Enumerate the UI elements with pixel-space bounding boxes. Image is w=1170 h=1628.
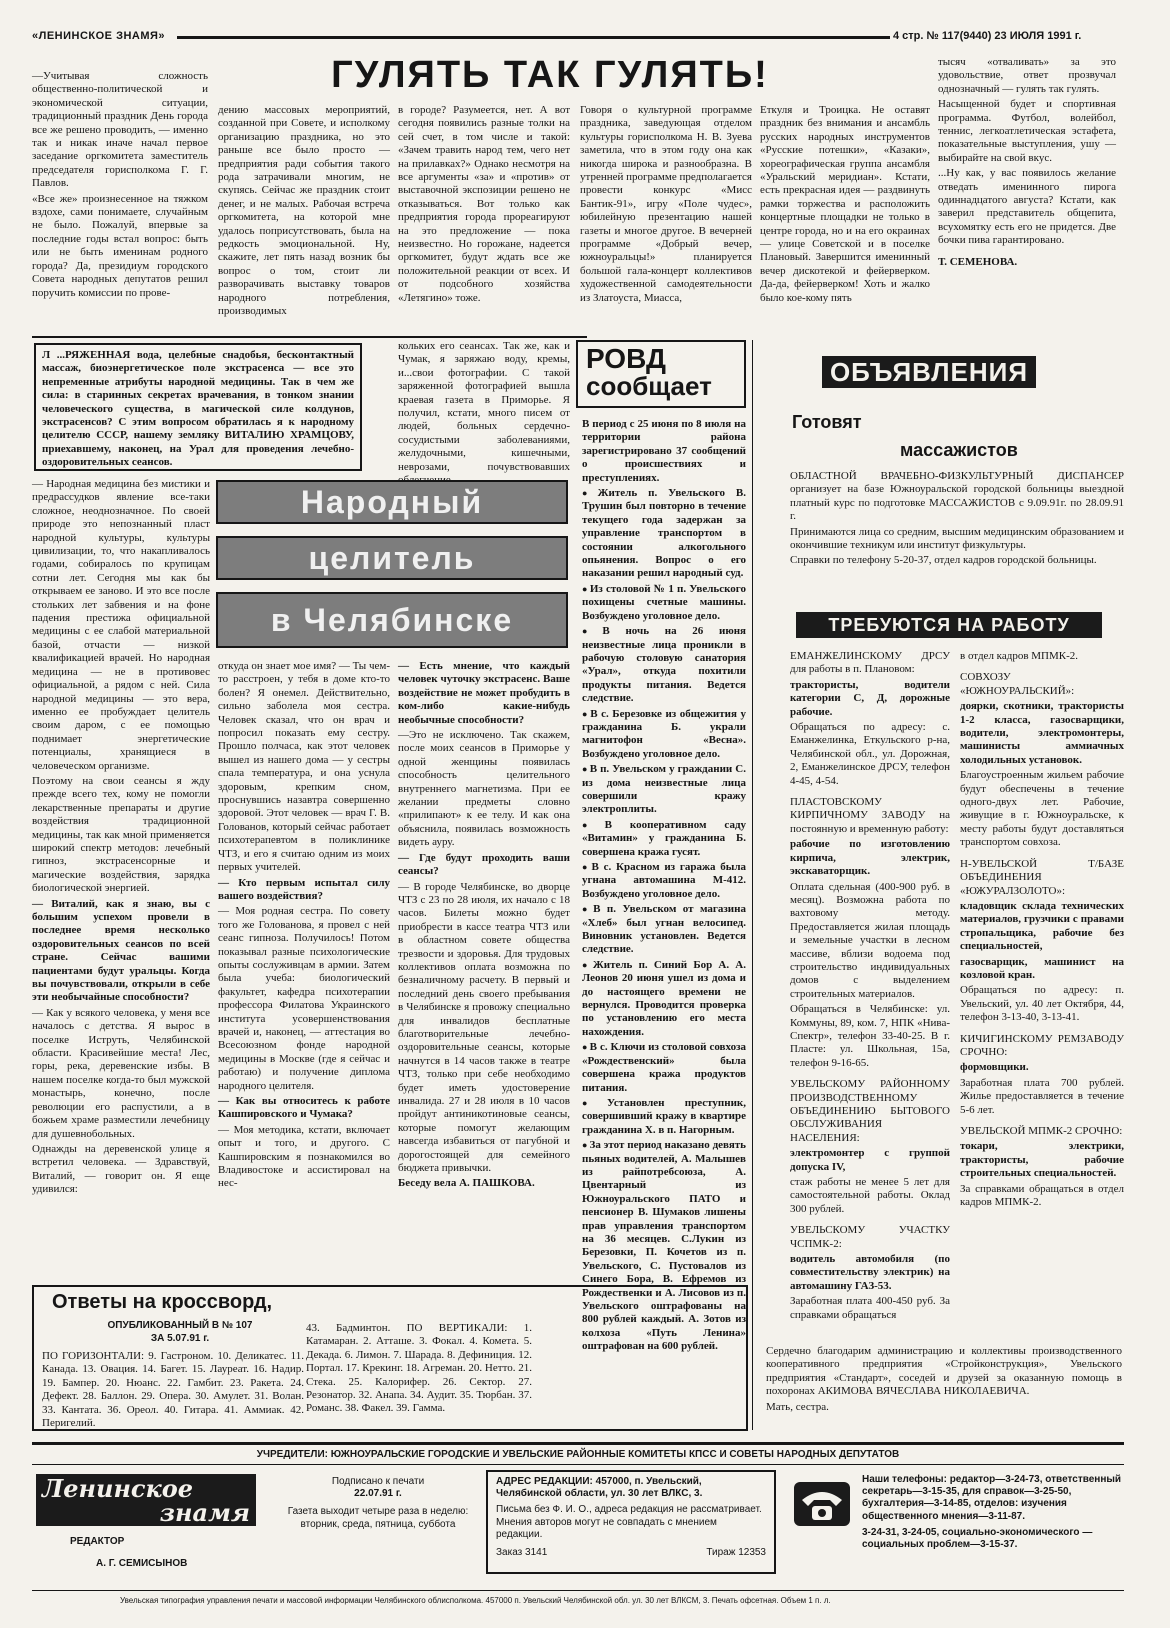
crossword-subtitle-1: ОПУБЛИКОВАННЫЙ В № 107: [107, 1320, 253, 1331]
job9-text: За справками обращаться в отдел кадров МПМК-2.: [960, 1182, 1124, 1209]
healer-title-2: целитель: [216, 536, 568, 580]
healer-col1-text-d: Однажды на деревенской улице я встретил человека. — Здравствуй, Виталий, — говорит он. Я еще удивился:: [32, 1142, 210, 1196]
signed-date: 22.07.91 г.: [354, 1488, 402, 1500]
rovd-item-10: ● В с. Ключи из столовой совхоза «Рождественский» была совершена кража продуктов питания.: [582, 1041, 746, 1095]
rovd-column: [582, 418, 746, 1356]
healer-lead-box: [34, 343, 362, 471]
circulation: Тираж 12353: [706, 1546, 766, 1558]
crossword-horizontal-text: ПО ГОРИЗОНТАЛИ: 9. Гастроном. 10. Деликатес. 11. Канада. 13. Овация. 14. Багет. 15. Лауреат. 16. Надир. 19. Бампер. 20. Нюанс. 22. Гамбит. 23. Ракета. 24. Дефект. 28. Баллон. 29. Опера. 30. Амулет. 31. Волан. 33. Кантата. 36. Ореол. 40. Гитара. 41. Аммиак. 42. Перигелий.: [42, 1350, 304, 1430]
job2-text: Оплата сдельная (400-900 руб. в месяц). Возможна работа по вахтовому методу. Предоставляется жилая площадь и земельные участки в лесном массиве, вблизи водоема под строительство индивидуальных домов с выделением строительных материалов.: [790, 880, 950, 1000]
rovd-item-9: ● Житель п. Синий Бор А. А. Леонов 20 июня ушел из дома и до настоящего времени не вернулся. Проводится проверка по установлению его места нахождения.: [582, 959, 746, 1039]
thanks-text: Сердечно благодарим администрацию и коллективы производственного кооперативного предприятия «Стройконструкция», Увельского предприятия «Стандарт», соседей и друзей за оказанную помощь в похоронах АКИМОВА ВЯЧЕСЛАВА НИКОЛАЕВИЧА.: [766, 1345, 1122, 1398]
main-col4-text: Говоря о культурной программе праздника, заведующая отделом культуры горисполкома Н. В. Зуева заметила, что в этом году она как никогда широка и разнообразна. В утренней программе предполагается провести конкурс «Мисс Бантик-91», игру «Поле чудес», юбилейную презентацию нашей газеты и многое другое. В вечерней программе «Добрый вечер, южноуральцы!» планируется большой гала-концерт коллективов художественной самодеятельности из Златоуста, Миасса,: [580, 104, 752, 304]
rovd-item-11: ● Установлен преступник, совершивший кражу в квартире гражданина Х. в п. Нагорным.: [582, 1097, 746, 1137]
main-col6-para-b: Насыщенной будет и спортивная программа. Футбол, волейбол, теннис, легкоатлетическая эстафета, показательные выступления, ушу — выбирайте на свой вкус.: [938, 98, 1116, 164]
healer-col-3: [398, 660, 570, 1193]
footer-rule-3: [32, 1590, 1124, 1591]
order-number: Заказ 3141: [496, 1546, 548, 1558]
healer-title-1: Народный: [216, 480, 568, 524]
job6-text: Благоустроенным жильем рабочие будут обеспечены в течение одного-двух лет. Рабочие, живущие в г. Южноуральске, к месту работы будут доставляться транспортом совхоза.: [960, 769, 1124, 849]
signed-block: [278, 1476, 478, 1531]
main-col-5: [760, 104, 930, 307]
rovd-item-1: ● Житель п. Увельского В. Трушин был повторно в течение текущего года задержан за управление транспортом в состоянии алкогольного опьянения. Вопрос о его наказании решил народный суд.: [582, 487, 746, 581]
main-author: Т. СЕМЕНОВА.: [938, 255, 1018, 268]
job9-head: УВЕЛЬСКОЙ МПМК-2 СРОЧНО:: [960, 1125, 1123, 1137]
main-col-2: [218, 104, 390, 321]
footer-rule-2: [32, 1464, 1124, 1465]
main-col1-para-b: «Все же» произнесенное на тяжком вздохе, сами понимаете, случайным не было. Пожалуй, впервые за последние годы встал вопрос: быть или не быть именинам родного города? Да, президиум городского Совета народных депутатов решил поручить комиссии по прове-: [32, 192, 208, 299]
rovd-item-3: ● В ночь на 26 июня неизвестные лица проникли в рабочую столовую санатория «Урал», откуда похитили продукты питания. Ведется следствие.: [582, 625, 746, 705]
masthead-logo: [36, 1474, 256, 1526]
healer-lead-right-text: кольких его сеансах. Так же, как и Чумак, я заряжаю воду, кремы, и...свои фотографии. С такой заряженной фотографией вышла краевая газета в Приморье. Я получил, кстати, много писем от людей, больных сердечно-сосудистыми заболеваниями, желудочными, кишечными, неврозами, почувствовавших: [398, 340, 570, 473]
footer-rule: [32, 1442, 1124, 1445]
jobs-col-2: [960, 650, 1124, 1211]
crossword-title: Ответы на кроссворд,: [52, 1291, 273, 1313]
job3-text: стаж работы не менее 5 лет для самостоятельной работы. Оклад 300 рублей.: [790, 1176, 950, 1215]
job7-list-2: газосварщик, машинист на козловой кран.: [960, 955, 1124, 981]
massage-text: ОБЛАСТНОЙ ВРАЧЕБНО-ФИЗКУЛЬТУРНЫЙ ДИСПАНСЕР организует на базе Южноуральской городской больницы выездной платный курс по подготовке МАССАЖИСТОВ с 9.09.91г. по 28.09.91 г.: [790, 470, 1124, 523]
main-col2-text: дению массовых мероприятий, созданной при Совете, и исполкому организацию праздника, но это раньше все было просто — предприятия ради события такого рода затрачивали многим, не скупясь. Сейчас же праздник стоит денег, и не малых. Рабочая встреча оргкомитета, на которой мне удалось поприсутствовать, была на редкость эмоциональной. Ну, скажите, лет пять назад возник бы вопрос о том, стоит ли разворачивать выставку товаров народного потребления, производимых: [218, 104, 390, 318]
rovd-item-6: ● В кооперативном саду «Витамин» у гражданина Б. совершена кража гусят.: [582, 819, 746, 859]
phones-text: Наши телефоны: редактор—3-24-73, ответственный секретарь—3-15-35, для справок—3-25-50, бухгалтерия—3-14-85, отделов: изучения общественного мнения—3-11-87.: [862, 1474, 1122, 1522]
healer-col2-text: откуда он знает мое имя? — Ты чем-то расстроен, у тебя в доме кто-то болен? Я онемел. Действительно, сильно заболела моя сестра. Человек сказал, что он врач и попросил показать ему сестру. Прошло полчаса, как этот человек вышел из нашего дома — у сестры спала температура, и она уснула здоровым, крепким сном, проснувшись назавтра совершенно здоровой. Этот человек — врач Г. В. Голованов, который сейчас работает психотерапевтом в поликлинике ЧТЗ, и его я считаю одним из моих первых учителей.: [218, 660, 390, 874]
rovd-item-2: ● Из столовой № 1 п. Увельского похищены счетные машины. Возбуждено уголовное дело.: [582, 583, 746, 623]
job8-head: КИЧИГИНСКОМУ РЕМЗАВОДУ СРОЧНО:: [960, 1032, 1124, 1058]
job8-text: Заработная плата 700 рублей. Жилье предоставляется в течение 5-6 лет.: [960, 1076, 1124, 1116]
job4-text: Заработная плата 400-450 руб. За справками обращаться: [790, 1295, 950, 1321]
rovd-title-2: сообщает: [586, 371, 712, 402]
massage-ad: [790, 470, 1124, 570]
main-col6-para-c: ...Ну как, у вас появилось желание отведать именинного пирога одиннадцатого августа? Кстати, как заверил представитель общепита, всухомятку есть его не придется. Две бочки пива гарантировано.: [938, 167, 1116, 247]
main-col1-para-a: —Учитывая сложность общественно-политической и экономической ситуации, традиционный праздник День города все же решено проводить, — именно так и никак иначе начал первое заседание оргкомитета заместитель председателя горисполкома Г. Г. Павлов.: [32, 70, 208, 190]
main-col-4: [580, 104, 752, 307]
healer-interviewer: Беседу вела А. ПАШКОВА.: [398, 1177, 535, 1190]
masthead-logo-line-2: знамя: [159, 1498, 250, 1527]
signed-label: Подписано к печати: [331, 1476, 425, 1487]
jobs-col-1: [790, 650, 950, 1324]
healer-col1-question: — Виталий, как я знаю, вы с большим успехом провели в последнее время несколько оздоровительных сеансов по всей стране. Сейчас вашими пациентами будут уральцы. Когда вы почувствовали, открыли в себе эти необычайные способности?: [32, 897, 210, 1004]
healer-col2-text-b: — Моя родная сестра. По совету того же Голованова, я провел с ней сеанс гипноза. Получилось! Потом показывал разные психологические опыты сослуживцам в армии. Затем была учеба: биологический факультет, кафедра психотерапии профессора Филатова Украинского института усовершенствования врачей и, наконец, — аттестация во Всесоюзном фонде народной медицины в Москве (где я сейчас и работаю) и получение диплома народного целителя.: [218, 905, 390, 1092]
job8-list: формовщики.: [960, 1061, 1029, 1074]
healer-col3-question: — Есть мнение, что каждый человек чуточку экстрасенс. Ваше воздействие не может пробудить в ком-либо какие-нибудь необычные способности?: [398, 660, 570, 726]
main-col5-text: Еткуля и Троицка. Не оставят праздник без внимания и ансамбль русских народных инструментов «Русские потешки», «Казаки», хореографическая группа ансамбля «Уральский меридиан». Кстати, есть прекрасная идея — раздвинуть рамки торжества и расположить концертные площадки не только в центре города, но и на его окраинах — улице Советской и в поселке Плановый. Завершится именинный вечер дискотекой и фейерверком. Да-да, фейерверком! Хоть и жалко было кое-кому пять: [760, 104, 930, 304]
job1-head: ЕМАНЖЕЛИНСКОМУ ДРСУ для работы в п. Плановом:: [790, 650, 950, 676]
rovd-item-7: ● В с. Красном из гаража была угнана автомашина М-412. Возбуждено уголовное дело.: [582, 861, 746, 901]
job6-head: СОВХОЗУ «ЮЖНОУРАЛЬСКИЙ»:: [960, 671, 1075, 697]
editor-name: А. Г. СЕМИСЫНОВ: [96, 1558, 188, 1569]
thanks-ad: [766, 1345, 1122, 1416]
job2-addr: Обращаться в Челябинске: ул. Коммуны, 89, ком. 7, НПК «Нива-Спектр», телефон 33-40-25. В г. Пласте: ул. Школьная, 15а, телефон 9-16-65.: [790, 1003, 950, 1069]
phones-block: [862, 1474, 1124, 1551]
job1-addr: Обращаться по адресу: с. Еманжелинка, Еткульского р-на, Челябинской обл., ул. Дорожная, 2, Еманжелинское ДРСУ, телефон 4-45, 4-54.: [790, 721, 950, 787]
ads-banner: ОБЪЯВЛЕНИЯ: [822, 356, 1036, 388]
rovd-item-4: ● В с. Березовке из общежития у гражданина Б. украли магнитофон «Весна». Возбуждено уголовное дело.: [582, 708, 746, 762]
healer-col3-text: —Это не исключено. Так скажем, после моих сеансов в Приморье у одной женщины появилась способность целительного внутреннего магнетизма. При ее желании предметы словно «прилипают» к ее телу. И как она объяснила, появилась возможность видеть ауру.: [398, 729, 570, 849]
healer-lead-right: [398, 340, 570, 489]
masthead-logo-line-1: Ленинское: [42, 1474, 194, 1503]
crossword-horizontal: [42, 1350, 304, 1432]
massage-text-2: Принимаются лица со средним, высшим медицинским образованием и окончившие техникум или институт физкультуры.: [790, 525, 1124, 552]
healer-col3-question-2: — Где будут проходить ваши сеансы?: [398, 851, 570, 878]
rovd-intro: В период с 25 июня по 8 июля на территории района зарегистрировано 37 сообщений о происшествиях и преступлениях.: [582, 418, 746, 484]
main-headline: ГУЛЯТЬ ТАК ГУЛЯТЬ!: [331, 54, 769, 96]
healer-col1-text: — Народная медицина без мистики и предрассудков явление все-таки сложное, неоднозначное. По своей природе это непознанный пласт народной культуры, культуры цивилизации, то, что накапливалось годами, собиралось по крупицам сотни лет. Сегодня мы как бы открываем ее заново. И это все после стольких лет забвения и на фоне падения престижа официальной медицины с ее слабой материальной базой, отчасти — низкой квалификацией врачей. Но народная медицина — не в противовес официальной, а рядом с ней. Сила народной медицины — это вера, именно ее пробуждает целитель своим даром, с ее помощью поднимает энергетические потенциалы, хранящиеся в человеческом организме.: [32, 478, 210, 772]
header-rule: [177, 36, 890, 39]
crossword-subtitle-2: ЗА 5.07.91 г.: [150, 1333, 210, 1344]
rovd-title-1: РОВД: [586, 343, 666, 374]
letters-policy: Письма без Ф. И. О., адреса редакция не рассматривает. Мнения авторов могут не совпадать с мнением редакции.: [496, 1504, 762, 1540]
main-col6-para-a: тысяч «отваливать» за это удовольствие, ответ прозвучал однозначный — гулять так гулять.: [938, 56, 1116, 95]
healer-col1-text-c: — Как у всякого человека, у меня все началось с детства. Я вырос в поселке Иструть, Челябинской области. Красивейшие места! Лес, горы, река, деревенские избы. В нашем поселке когда-то был мужской монастырь, конечно, после революции его распустили, а в божьем храме разместили лечебницу для душевнобольных.: [32, 1006, 210, 1140]
healer-col-1: [32, 478, 210, 1199]
job7-head: Н-УВЕЛЬСКОЙ Т/БАЗЕ ОБЪЕДИНЕНИЯ «ЮЖУРАЛЗОЛОТО»:: [960, 857, 1124, 897]
thanks-sign: Мать, сестра.: [766, 1400, 829, 1413]
job4-head: УВЕЛЬСКОМУ УЧАСТКУ ЧСПМК-2:: [790, 1224, 950, 1250]
address-text: АДРЕС РЕДАКЦИИ: 457000, п. Увельский, Челябинской области, ул. 30 лет ВЛКС, 3.: [496, 1476, 703, 1500]
job3-head: УВЕЛЬСКОМУ РАЙОННОМУ ПРОИЗВОДСТВЕННОМУ ОБЪЕДИНЕНИЮ БЫТОВОГО ОБСЛУЖИВАНИЯ НАСЕЛЕНИЯ:: [790, 1078, 950, 1144]
massage-title-1: Готовят: [792, 412, 862, 432]
main-col-3: [398, 104, 570, 307]
address-box: [486, 1470, 776, 1574]
job2-list: рабочие по изготовлению кирпича, электрик, экскаваторщик.: [790, 838, 950, 878]
healer-col2-question-2: — Как вы относитесь к работе Кашпировского и Чумака?: [218, 1095, 390, 1121]
story-divider: [32, 336, 587, 338]
phones-text-2: 3-24-31, 3-24-05, социально-экономического — социальных проблем—3-15-37.: [862, 1526, 1093, 1550]
paper-name: «ЛЕНИНСКОЕ ЗНАМЯ»: [32, 30, 166, 42]
main-col-6: [938, 56, 1116, 271]
crossword-vertical-text: 43. Бадминтон. ПО ВЕРТИКАЛИ: 1. Катамаран. 2. Атташе. 3. Фокал. 4. Комета. 5. Декада. 6. Лимон. 7. Шарада. 8. Дефиниция. 12. Портал. 17. Крекинг. 18. Агреман. 20. Нетто. 21. Стека. 25. Калорифер. 26. Сектор. 27. Резонатор. 32. Анапа. 34. Аудит. 35. Тюрбан. 37. Романс. 38. Факел. 39. Гамма.: [306, 1322, 532, 1415]
healer-col2-question: — Кто первым испытал силу вашего воздействия?: [218, 876, 390, 902]
healer-title-3: в Челябинске: [216, 592, 568, 648]
rovd-title-box: [576, 340, 746, 408]
rovd-item-12: ● За этот период наказано девять пьяных водителей, А. Малышев из райпотребсоюза, А. Цвентарный из Южноуральского ПАТО и пенсионер В. Шумаков лишены прав управления транспортом на 36 месяцев. С.Лукин из Березовки, П. Кочетов из п. Увельского, С. Пустовалов из Синего Бора, В. Ефремов из Рождественки и А. Лисовов из п. Увельского оштрафованы на 800 рублей каждый. А. Зотов из колхоза «Путь Ленина» оштрафован на 600 рублей.: [582, 1139, 746, 1354]
schedule-text: Газета выходит четыре раза в неделю: вторник, среда, пятница, суббота: [287, 1506, 469, 1530]
massage-text-3: Справки по телефону 5-20-37, отдел кадров городской больницы.: [790, 554, 1097, 567]
jobs-banner: ТРЕБУЮТСЯ НА РАБОТУ: [796, 612, 1102, 638]
editor-label: РЕДАКТОР: [70, 1536, 125, 1547]
rovd-item-5: ● В п. Увельском у граждании С. из дома неизвестные лица совершили кражу электроплиты.: [582, 763, 746, 817]
massage-title-2: массажистов: [900, 440, 1018, 460]
main-col-1: [32, 70, 208, 302]
healer-col3-text-b: — В городе Челябинске, во дворце ЧТЗ с 23 по 28 июля, их начало с 18 часов. Билеты можно будет приобрести в кассе театра ЧТЗ или в областном совете общества трезвости и здоровья. Для трудовых коллективов оплата возможна по безналичному расчету. В первый и последний день своего пребывания в Челябинске я провожу специально для инвалидов бесплатные благотворительные лечебно-оздоровительные сеансы, которые начнутся в 14 часов также в театре ЧТЗ, только при себе необходимо будет иметь удостоверение инвалида. 27 и 28 июля в 10 часов пройдут антиникотиновые сеансы, которые помогут желающим навсегда избавиться от пагубной и дорогостоящей для семейного бюджета привычки.: [398, 880, 570, 1175]
main-col3-text: в городе? Разумеется, нет. А вот сегодня появились разные толки на сей счет, в том числе и такой: «Зачем травить народ тем, чего нет на прилавках?» Однако несмотря на все аргументы «за» и «против» от выставочной экспозиции решено не отказываться. Вот только как предприятия города прореагируют на это предложение — пока неизвестно. Но горожане, надеется оргкомитет, будут ждать все же положительной реакции от всех. И от подсобного хозяйства «Летягино» тоже.: [398, 104, 570, 304]
job7-list: кладовщик склада технических материалов, грузчики с правами стропальщика, рабочие без специальностей,: [960, 899, 1124, 953]
job9-list: токари, электрики, трактористы, рабочие строительных специальностей.: [960, 1140, 1124, 1180]
crossword-vertical: [306, 1322, 532, 1418]
telephone-icon: [790, 1478, 854, 1530]
healer-lead: Л ...РЯЖЕННАЯ вода, целебные снадобья, бесконтактный массаж, биоэнергетическое поле экстрасенса — все это непременные атрибуты народной медицины. Так в чем же сила: в старинных секретах врачевания, в тонком знании человеческого существа, в магической силе колдунов, экстрасенсов? С этим вопросом обратилась я к народному целителю СССР, нашему земляку ВИТАЛИЮ ХРАМЦОВУ, приехавшему, наконец, на Урал для проведения лечебно-оздоровительных сеансов.: [42, 349, 354, 469]
healer-col-2: [218, 660, 390, 1193]
job7-addr: Обращаться по адресу: п. Увельский, ул. 40 лет Октября, 44, телефон 3-13-40, 3-13-41.: [960, 984, 1124, 1024]
rovd-item-8: ● В п. Увельском от магазина «Хлеб» был угнан велосипед. Виновник установлен. Ведется следствие.: [582, 903, 746, 957]
job6-list: доярки, скотники, трактористы 1-2 класса, газосварщики, водители, электромонтеры, машинисты аммиачных холодильных установок.: [960, 700, 1124, 766]
issue-info: 4 стр. № 117(9440) 23 ИЮЛЯ 1991 г.: [893, 30, 1082, 42]
healer-col1-text-b: Поэтому на свои сеансы я жду прежде всего тех, кому не помогли лекарственные препараты и другие воздействия традиционной медицины, так как мной применяется широкий спектр методов: лечебный гипноз, экстрасенсорные и магические воздействия, зарядка биологической энергией.: [32, 774, 210, 895]
printer-info: Увельская типография управления печати и массовой информации Челябинского облисполкома. 457000 п. Увельский Челябинской обл. ул. 30 лет ВЛКСМ, 3. Печать офсетная. Объем 1 п. л.: [120, 1596, 831, 1605]
job4-list: водитель автомобиля (по совместительству электрик) на автомашину ГАЗ-53.: [790, 1253, 950, 1292]
job3-list: электромонтер с группой допуска IV,: [790, 1147, 950, 1173]
healer-col2-text-c: — Моя методика, кстати, включает опыт и того, и другого. С Кашпировским я познакомился во Владивостоке и ассистировал на нес-: [218, 1123, 390, 1190]
job1-list: трактористы, водители категории С, Д, дорожные рабочие.: [790, 678, 950, 718]
job5-head: в отдел кадров МПМК-2.: [960, 650, 1079, 662]
column-rule: [752, 340, 753, 1430]
job2-head: ПЛАСТОВСКОМУ КИРПИЧНОМУ ЗАВОДУ на постоянную и временную работу:: [790, 796, 950, 835]
footer-founders: УЧРЕДИТЕЛИ: ЮЖНОУРАЛЬСКИЕ ГОРОДСКИЕ И УВЕЛЬСКИЕ РАЙОННЫЕ КОМИТЕТЫ КПСС И СОВЕТЫ НАРОДНЫХ ДЕПУТАТОВ: [256, 1449, 900, 1460]
